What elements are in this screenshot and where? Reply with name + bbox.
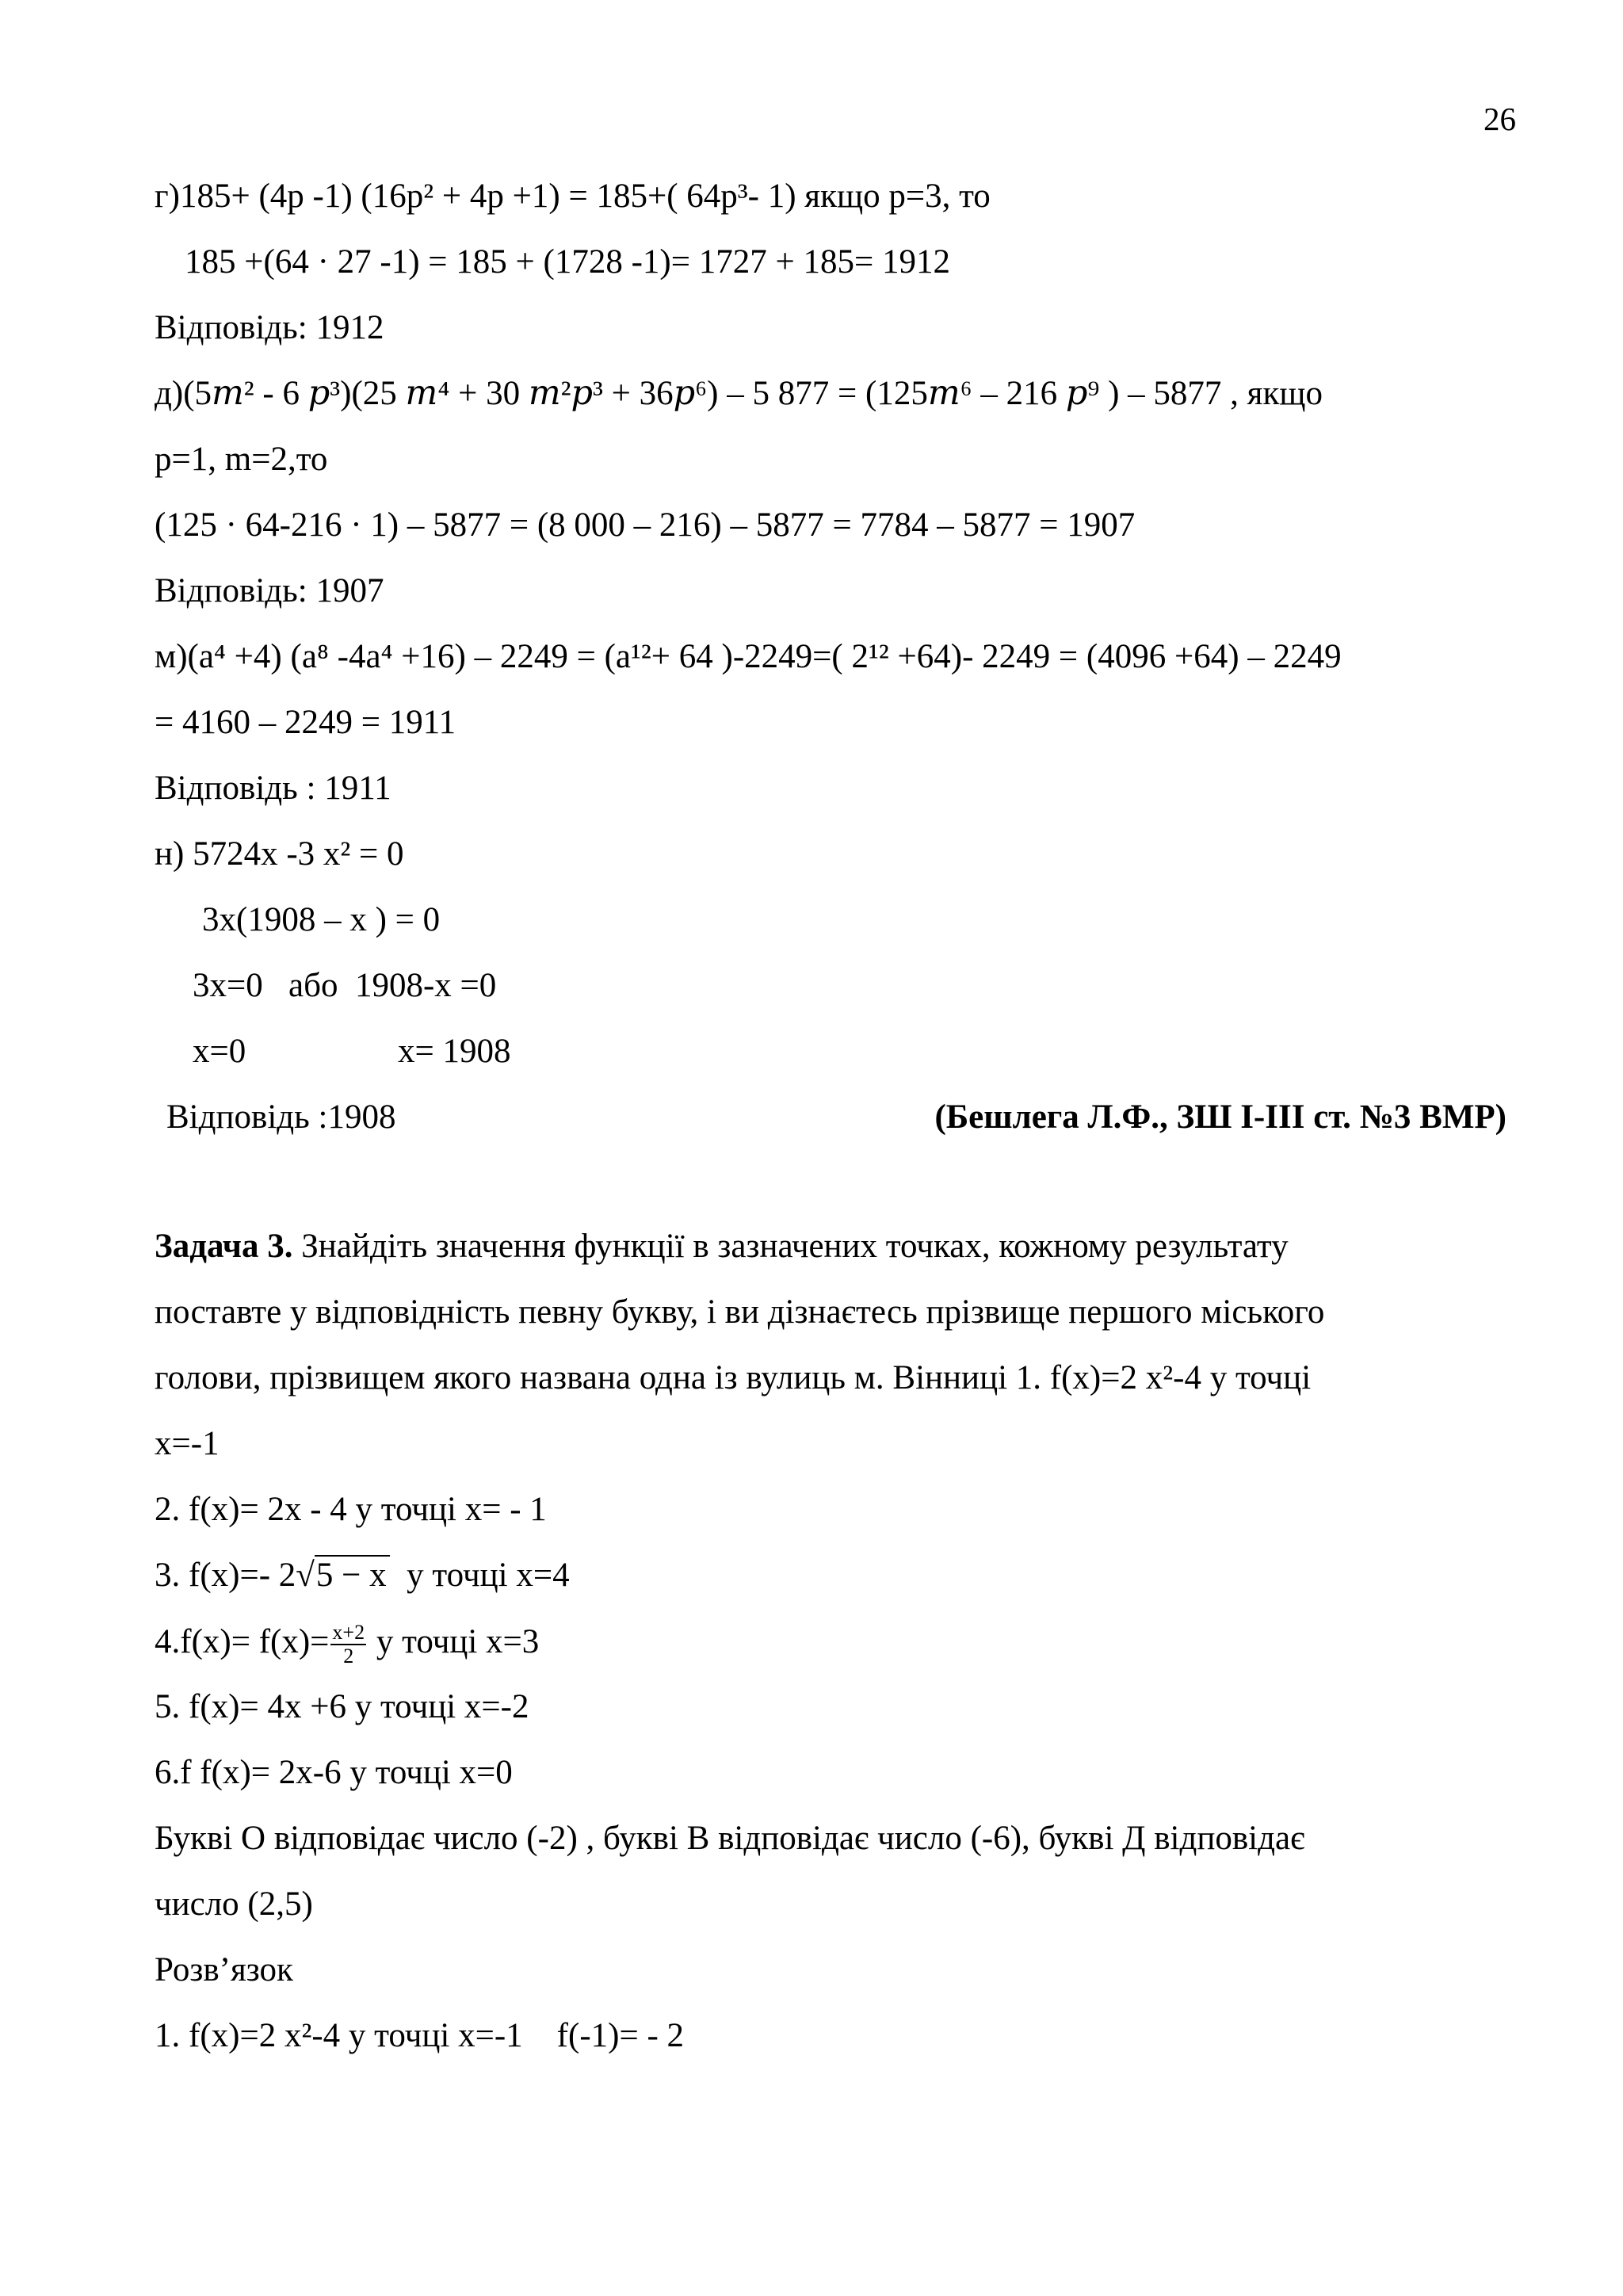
task3-text-3: голови, прізвищем якого названа одна із вулиць м. Вінниці 1. f(х)=2 х²-4 у точці <box>155 1359 1312 1396</box>
page-number: 26 <box>1484 101 1516 137</box>
task3-intro <box>155 1227 1289 1266</box>
equation-n-factored: 3х(1908 – х ) = 0 <box>202 901 441 938</box>
letters-mapping-1: Букві О відповідає число (-2) , букві В відповідає число (-6), букві Д відповідає <box>155 1820 1305 1857</box>
fraction <box>330 1622 366 1668</box>
task3-heading: Задача 3. <box>155 1228 293 1265</box>
task3-text-1: Знайдіть значення функції в зазначених точках, кожному результату <box>292 1228 1289 1265</box>
equation-m: м)(а⁴ +4) (а⁸ -4а⁴ +16) – 2249 = (а¹²+ 64 )-2249=( 2¹² +64)- 2249 = (4096 +64) – 2249 <box>155 638 1342 675</box>
fraction-numerator: х+2 <box>332 1621 365 1644</box>
answer-m: Відповідь : 1911 <box>155 770 391 807</box>
equation-n: н) 5724х -3 х² = 0 <box>155 835 404 873</box>
fraction-denominator: 2 <box>343 1645 354 1668</box>
item3-prefix: 3. f(х)=- 2 <box>155 1557 296 1594</box>
item4-prefix: 4.f(х)= f(х)= <box>155 1622 330 1660</box>
equation-n-root1: х=0 <box>193 1033 246 1070</box>
equation-n-cases: 3х=0 або 1908-х =0 <box>193 967 497 1004</box>
sqrt-sign-icon: √ <box>296 1557 315 1594</box>
equation-d-values: р=1, m=2,то <box>155 441 328 478</box>
sqrt-radicand: 5 − х <box>315 1555 390 1594</box>
equation-n-root2: х= 1908 <box>398 1033 511 1070</box>
answer-g: Відповідь: 1912 <box>155 309 384 346</box>
task3-item-5: 5. f(х)= 4х +6 у точці х=-2 <box>155 1688 529 1725</box>
equation-g: г)185+ (4р -1) (16р² + 4р +1) = 185+( 64р³- 1) якщо р=3, то <box>155 178 991 215</box>
equation-g-evaluation: 185 +(64 · 27 -1) = 185 + (1728 -1)= 1727 + 185= 1912 <box>185 243 950 281</box>
answer-d: Відповідь: 1907 <box>155 572 384 609</box>
author-signature: (Бешлега Л.Ф., ЗШ І-ІІІ ст. №3 ВМР) <box>934 1098 1507 1136</box>
task3-item-6: 6.f f(х)= 2х-6 у точці х=0 <box>155 1754 513 1791</box>
task3-text-2: поставте у відповідність певну букву, і ви дізнаєтесь прізвище першого міського <box>155 1293 1325 1331</box>
task3-text-4: х=-1 <box>155 1425 220 1462</box>
solution-label: Розв’язок <box>155 1951 293 1988</box>
equation-m-result: = 4160 – 2249 = 1911 <box>155 704 456 741</box>
equation-d: д)(5𝑚² - 6 𝑝³)(25 𝑚⁴ + 30 𝑚²𝑝³ + 36𝑝⁶) – 5 877 = (125𝑚⁶ – 216 𝑝⁹ ) – 5877 , якщо <box>155 375 1323 412</box>
task3-item-3 <box>155 1556 570 1595</box>
sqrt-expression <box>296 1555 389 1594</box>
answer-n: Відповідь :1908 <box>166 1098 396 1136</box>
solution-step-1: 1. f(х)=2 х²-4 у точці х=-1 f(-1)= - 2 <box>155 2017 685 2054</box>
letters-mapping-2: число (2,5) <box>155 1885 313 1923</box>
task3-item-2: 2. f(х)= 2х - 4 у точці х= - 1 <box>155 1491 547 1528</box>
item3-suffix: у точці х=4 <box>389 1557 570 1594</box>
item4-suffix: у точці х=3 <box>368 1622 540 1660</box>
equation-d-evaluation: (125 · 64-216 · 1) – 5877 = (8 000 – 216) – 5877 = 7784 – 5877 = 1907 <box>155 506 1136 544</box>
task3-item-4 <box>155 1622 539 1668</box>
